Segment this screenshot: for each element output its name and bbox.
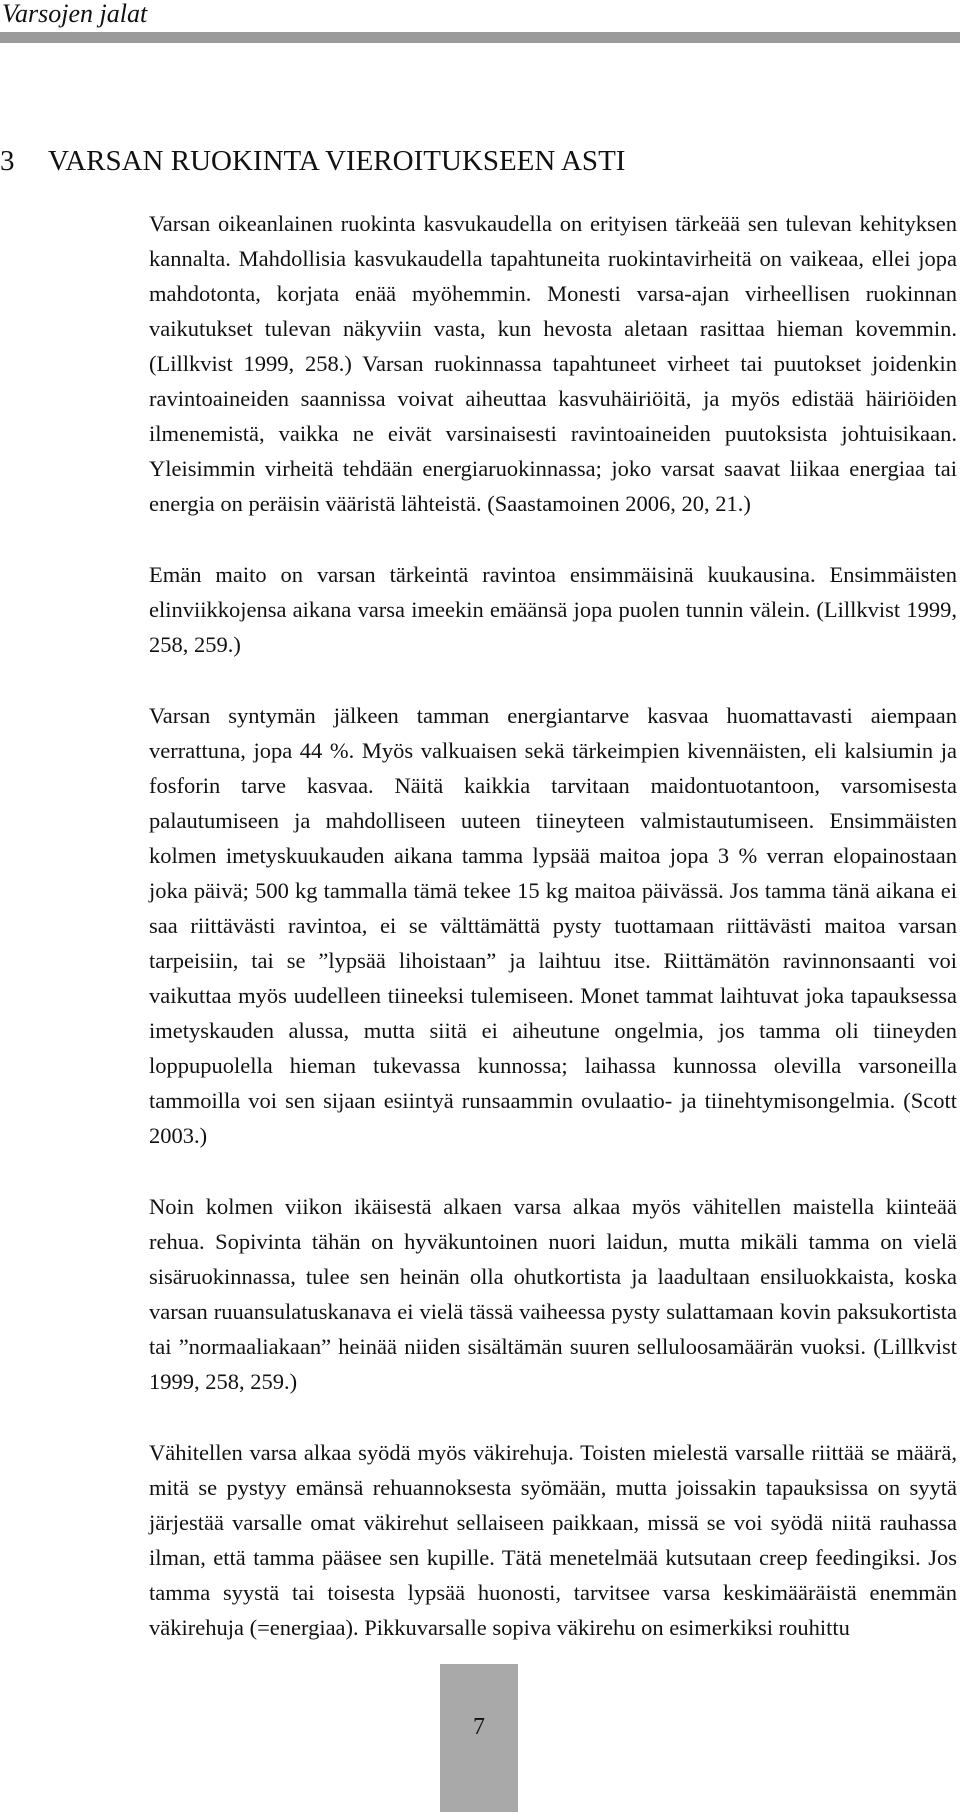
page-number-box — [440, 1664, 518, 1812]
paragraph-5: Vähitellen varsa alkaa syödä myös väkirehuja. Toisten mielestä varsalle riittää se määrä, mitä se pystyy emänsä rehuannoksesta syömään, mutta joissakin tapauksissa on syytä järjestää varsalle omat väkirehut sellaiseen paikkaan, missä se voi syödä niitä rauhassa ilman, että tamma pääsee sen kupille. Tätä menetelmää kutsutaan creep feedingiksi. Jos tamma syystä tai toisesta lypsää huonosti, tarvitsee varsa keskimääräistä enemmän väkirehuja (=energiaa). Pikkuvarsalle sopiva väkirehu on esimerkiksi rouhittu — [149, 1440, 957, 1640]
running-header-title: Varsojen jalat — [2, 0, 148, 28]
paragraph-4: Noin kolmen viikon ikäisestä alkaen varsa alkaa myös vähitellen maistella kiinteää rehua. Sopivinta tähän on hyväkuntoinen nuori laidun, mutta mikäli tamma on vielä sisäruokinnassa, tulee sen heinän olla ohutkortista ja laadultaan ensiluokkaista, koska varsan ruuansulatuskanava ei vielä tässä vaiheessa pysty sulattamaan kovin paksukortista tai ”normaaliakaan” heinää niiden sisältämän suuren selluloosamäärän vuoksi. (Lillkvist 1999, 258, 259.) — [149, 1194, 957, 1394]
paragraph-2: Emän maito on varsan tärkeintä ravintoa ensimmäisinä kuukausina. Ensimmäisten elinviikkojensa aikana varsa imeekin emäänsä jopa puolen tunnin välein. (Lillkvist 1999, 258, 259.) — [149, 562, 957, 657]
paragraph-1: Varsan oikeanlainen ruokinta kasvukaudella on erityisen tärkeää sen tulevan kehityksen kannalta. Mahdollisia kasvukaudella tapahtuneita ruokintavirheitä on vaikeaa, ellei jopa mahdotonta, korjata enää myöhemmin. Monesti varsa-ajan virheellisen ruokinnan vaikutukset tulevan näkyviin vasta, kun hevosta aletaan rasittaa hieman kovemmin. (Lillkvist 1999, 258.) Varsan ruokinnassa tapahtuneet virheet tai puutokset joidenkin ravintoaineiden saannissa voivat aiheuttaa kasvuhäiriöitä, ja myös edistää häiriöiden ilmenemistä, vaikka ne eivät varsinaisesti ravintoaineiden puutoksista johtuisikaan. Yleisimmin virheitä tehdään energiaruokinnassa; joko varsat saavat liikaa energiaa tai energia on peräisin vääristä lähteistä. (Saastamoinen 2006, 20, 21.) — [149, 211, 957, 516]
chapter-heading — [0, 144, 625, 178]
running-header — [0, 0, 960, 44]
chapter-title: VARSAN RUOKINTA VIEROITUKSEEN ASTI — [48, 145, 626, 177]
paragraph-3: Varsan syntymän jälkeen tamman energiantarve kasvaa huomattavasti aiempaan verrattuna, jopa 44 %. Myös valkuaisen sekä tärkeimpien kivennäisten, eli kalsiumin ja fosforin tarve kasvaa. Näitä kaikkia tarvitaan maidontuotantoon, varsomisesta palautumiseen ja mahdolliseen uuteen tiineyteen valmistautumiseen. Ensimmäisten kolmen imetyskuukauden aikana tamma lypsää maitoa jopa 3 % verran elopainostaan joka päivä; 500 kg tammalla tämä tekee 15 kg maitoa päivässä. Jos tamma tänä aikana ei saa riittävästi ravintoa, ei se välttämättä pysty tuottamaan riittävästi maitoa varsan tarpeisiin, tai se ”lypsää lihoistaan” ja laihtuu itse. Riittämätön ravinnonsaanti voi vaikuttaa myös uudelleen tiineeksi tulemiseen. Monet tammat laihtuvat joka tapauksessa imetyskauden alussa, mutta siitä ei aiheutune ongelmia, jos tamma oli tiineyden loppupuolella hieman tukevassa kunnossa; laihassa kunnossa olevilla varsoneilla tammoilla voi sen sijaan esiintyä runsaammin ovulaatio- ja tiinehtymisongelmia. (Scott 2003.) — [149, 703, 957, 1148]
chapter-number: 3 — [0, 145, 15, 177]
page-number: 7 — [473, 1714, 485, 1740]
body-text — [149, 206, 957, 1645]
header-rule — [0, 32, 960, 43]
